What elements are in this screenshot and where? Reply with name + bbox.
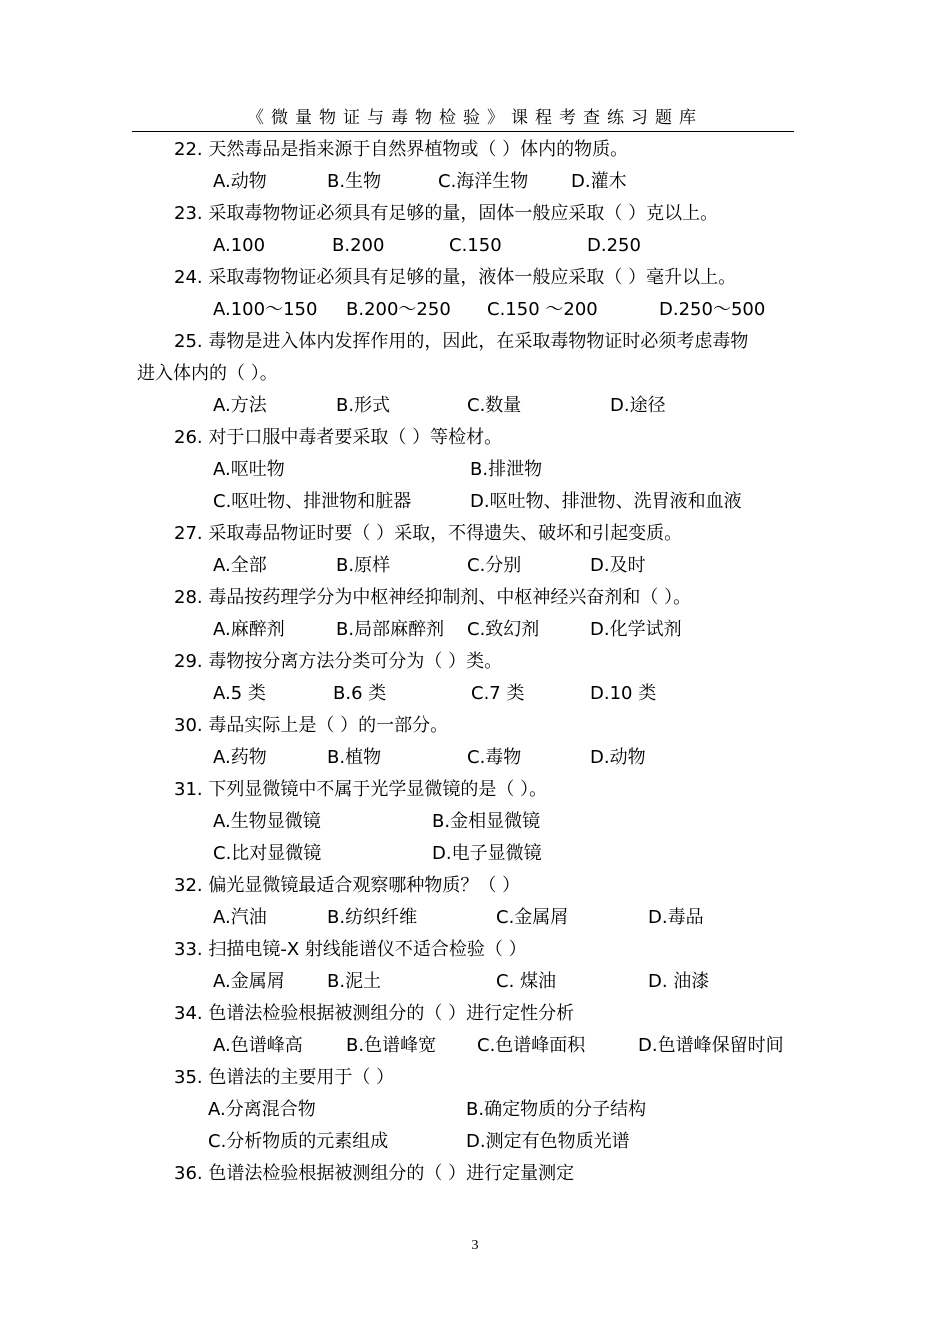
option-c: C.毒物: [467, 747, 522, 768]
option-a: A.麻醉剂: [213, 619, 285, 640]
option-b: B.确定物质的分子结构: [466, 1099, 647, 1120]
option-row: [0, 1030, 950, 1062]
question-stem: 33. 扫描电镜-X 射线能谱仪不适合检验（ ）: [174, 939, 527, 960]
option-a: A.分离混合物: [208, 1099, 316, 1120]
option-c: C.分别: [467, 555, 522, 576]
option-a: A.呕吐物: [213, 459, 285, 480]
option-row: [0, 486, 950, 518]
option-c: C.分析物质的元素组成: [208, 1131, 389, 1152]
option-row: [0, 742, 950, 774]
question-stem: 30. 毒品实际上是（ ）的一部分。: [174, 715, 449, 736]
option-row: [0, 230, 950, 262]
option-row: [0, 806, 950, 838]
option-row: [0, 966, 950, 998]
option-c: C.150 ～200: [487, 299, 598, 320]
option-a: A.5 类: [213, 683, 266, 704]
option-d: D.灌木: [571, 171, 627, 192]
option-a: A.药物: [213, 747, 267, 768]
option-b: B.色谱峰宽: [346, 1035, 437, 1056]
option-b: B.200～250: [346, 299, 451, 320]
option-row: [0, 1094, 950, 1126]
option-a: A.100: [213, 235, 266, 256]
option-d: D. 油漆: [648, 971, 710, 992]
option-a: A.生物显微镜: [213, 811, 321, 832]
option-row: [0, 902, 950, 934]
option-b: B.6 类: [333, 683, 387, 704]
question-stem-continued: 进入体内的（ ）。: [137, 363, 278, 384]
option-b: B.排泄物: [470, 459, 543, 480]
option-b: B.原样: [336, 555, 391, 576]
question-stem: 28. 毒品按药理学分为中枢神经抑制剂、中枢神经兴奋剂和（ ）。: [174, 587, 692, 608]
option-c: C.致幻剂: [467, 619, 540, 640]
option-b: B.生物: [327, 171, 382, 192]
option-b: B.金相显微镜: [432, 811, 541, 832]
option-d: D.10 类: [590, 683, 657, 704]
option-c: C.海洋生物: [438, 171, 529, 192]
option-d: D.测定有色物质光谱: [466, 1131, 630, 1152]
option-d: D.途径: [610, 395, 666, 416]
question-stem: 36. 色谱法检验根据被测组分的（ ）进行定量测定: [174, 1163, 575, 1184]
option-row: [0, 614, 950, 646]
option-b: B.形式: [336, 395, 391, 416]
question-stem: 34. 色谱法检验根据被测组分的（ ）进行定性分析: [174, 1003, 575, 1024]
option-b: B.纺织纤维: [327, 907, 418, 928]
question-stem: 35. 色谱法的主要用于（ ）: [174, 1067, 395, 1088]
option-row: [0, 390, 950, 422]
option-c: C.色谱峰面积: [477, 1035, 586, 1056]
option-row: [0, 1126, 950, 1158]
header-divider: [132, 131, 794, 132]
option-d: D.化学试剂: [590, 619, 682, 640]
question-stem: 22. 天然毒品是指来源于自然界植物或（ ）体内的物质。: [174, 139, 629, 160]
option-a: A.100～150: [213, 299, 318, 320]
option-row: [0, 454, 950, 486]
question-stem: 25. 毒物是进入体内发挥作用的，因此，在采取毒物物证时必须考虑毒物: [174, 331, 749, 352]
option-c: C.金属屑: [496, 907, 569, 928]
option-row: [0, 678, 950, 710]
option-a: A.动物: [213, 171, 267, 192]
question-stem: 32. 偏光显微镜最适合观察哪种物质？（ ）: [174, 875, 521, 896]
option-a: A.全部: [213, 555, 267, 576]
option-d: D.电子显微镜: [432, 843, 542, 864]
option-row: [0, 166, 950, 198]
question-stem: 24. 采取毒物物证必须具有足够的量，液体一般应采取（ ）毫升以上。: [174, 267, 737, 288]
question-stem: 29. 毒物按分离方法分类可分为（ ）类。: [174, 651, 503, 672]
question-stem: 26. 对于口服中毒者要采取（ ）等检材。: [174, 427, 503, 448]
option-a: A.色谱峰高: [213, 1035, 303, 1056]
question-stem: 27. 采取毒品物证时要（ ）采取，不得遗失、破坏和引起变质。: [174, 523, 683, 544]
option-b: B.200: [332, 235, 385, 256]
option-c: C.数量: [467, 395, 522, 416]
option-d: D.毒品: [648, 907, 704, 928]
option-c: C.呕吐物、排泄物和脏器: [213, 491, 412, 512]
option-c: C.7 类: [471, 683, 525, 704]
option-c: C. 煤油: [496, 971, 557, 992]
option-d: D.呕吐物、排泄物、洗胃液和血液: [470, 491, 742, 512]
option-d: D.250～500: [659, 299, 766, 320]
question-stem: 23. 采取毒物物证必须具有足够的量，固体一般应采取（ ）克以上。: [174, 203, 719, 224]
option-row: [0, 294, 950, 326]
option-c: C.比对显微镜: [213, 843, 322, 864]
option-row: [0, 838, 950, 870]
option-c: C.150: [449, 235, 502, 256]
question-stem: 31. 下列显微镜中不属于光学显微镜的是（ ）。: [174, 779, 548, 800]
option-a: A.金属屑: [213, 971, 285, 992]
option-a: A.汽油: [213, 907, 267, 928]
option-d: D.250: [587, 235, 641, 256]
option-d: D.色谱峰保留时间: [638, 1035, 784, 1056]
option-a: A.方法: [213, 395, 267, 416]
option-d: D.及时: [590, 555, 646, 576]
option-b: B.局部麻醉剂: [336, 619, 445, 640]
page-number: 3: [471, 1238, 479, 1253]
option-b: B.植物: [327, 747, 382, 768]
question-list: [0, 134, 950, 1190]
option-row: [0, 550, 950, 582]
page-header-title: 《微量物证与毒物检验》课程考查练习题库: [247, 108, 703, 128]
option-b: B.泥土: [327, 971, 382, 992]
option-d: D.动物: [590, 747, 646, 768]
